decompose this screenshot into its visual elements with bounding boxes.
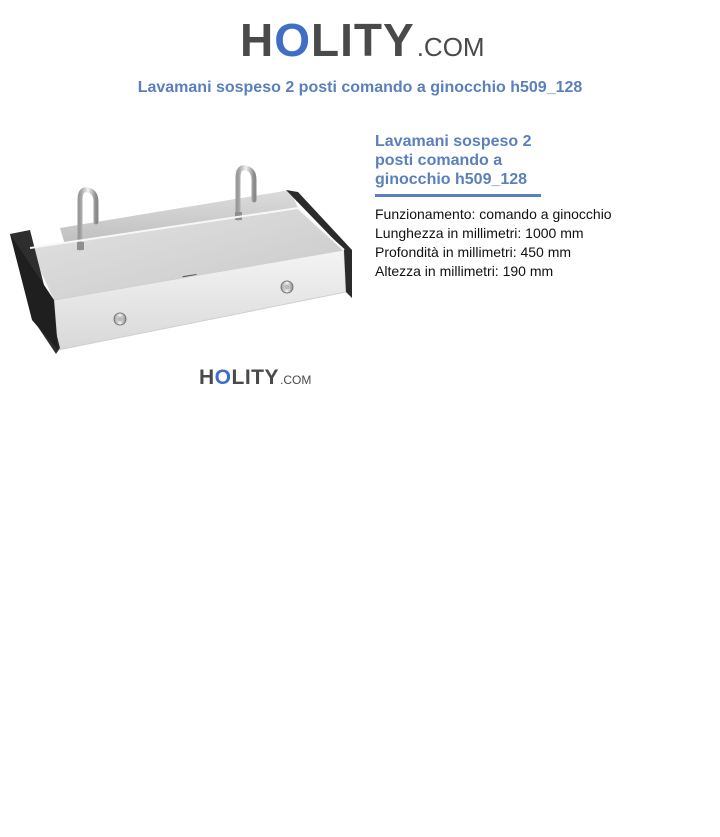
page-title: Lavamani sospeso 2 posti comando a ginocchio h509_128 [137, 79, 583, 96]
brand-logo[interactable] [240, 14, 485, 66]
product-name: Lavamani sospeso 2 posti comando a ginocchio h509_128 [375, 133, 532, 188]
image-watermark-logo [199, 365, 311, 391]
spec-item-funzionamento: Funzionamento: comando a ginocchio [375, 206, 612, 222]
spec-list [375, 205, 612, 281]
spec-item-lunghezza: Lunghezza in millimetri: 1000 mm [375, 225, 584, 241]
knee-button-icon [281, 281, 293, 293]
logo-brand-text: HOLITY [240, 14, 415, 66]
spec-item-altezza: Altezza in millimetri: 190 mm [375, 263, 554, 279]
watermark-tld-text: .COM [280, 373, 312, 387]
logo-o-icon: O [274, 14, 312, 66]
title-underline [375, 194, 541, 197]
logo-tld-text: .COM [416, 32, 485, 62]
spec-item-profondita: Profondità in millimetri: 450 mm [375, 244, 572, 260]
product-image [0, 150, 365, 365]
knee-button-icon [114, 313, 126, 325]
logo-o-icon: O [214, 366, 232, 389]
watermark-brand-text: HOLITY [199, 366, 280, 389]
